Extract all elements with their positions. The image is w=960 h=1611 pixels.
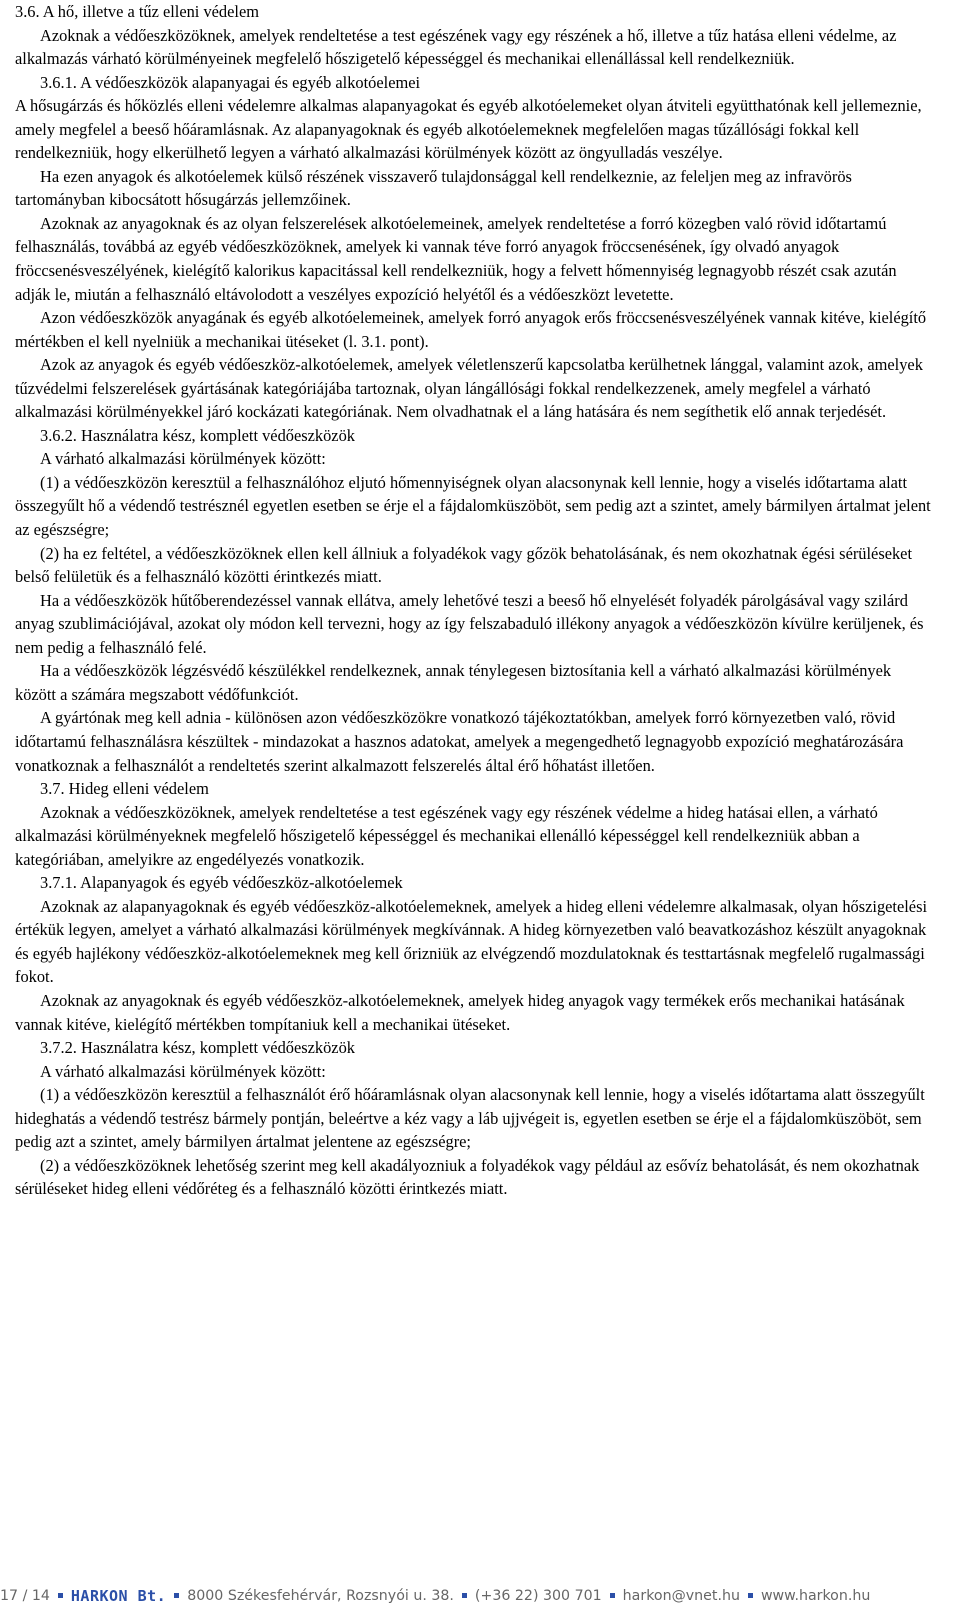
- list-item: (1) a védőeszközön keresztül a felhasználót érő hőáramlásnak olyan alacsonynak kell lennie, hogy a viselés időtartama alatt összegyűlt hideghatás a védendő testrész bármely pontján, beleértve a kéz vagy a láb ujjvégeit is, egyetlen esetben se érje el a fájdalomküszöböt, sem pedig azt a szintet, amely bármilyen ártalmat jelentene az egészségre;: [15, 1085, 925, 1152]
- square-bullet-icon: [748, 1593, 753, 1598]
- paragraph: A várható alkalmazási körülmények között:: [40, 1061, 326, 1081]
- company-address: 8000 Székesfehérvár, Rozsnyói u. 38.: [187, 1588, 454, 1604]
- company-phone: (+36 22) 300 701: [474, 1588, 602, 1604]
- page-number: 17 / 14: [0, 1588, 50, 1604]
- paragraph: Azon védőeszközök anyagának és egyéb alkotóelemeinek, amelyek forró anyagok erős fröccsenésveszélyének vannak kitéve, kielégítő mértékben el kell nyelniük a mechanikai ütéseket (l. 3.1. pont).: [15, 308, 927, 351]
- paragraph: A gyártónak meg kell adnia - különösen azon védőeszközökre vonatkozó tájékoztatókban, amelyek forró környezetben való, rövid időtartamú felhasználásra készültek - mindazokat a hasznos adatokat, amelyek a megengedhető legnagyobb expozíció meghatározására vonatkoznak a felhasználót a rendeltetés szerint alkalmazott felszerelés által érő hőhatást illetően.: [15, 708, 904, 775]
- list-item: (1) a védőeszközön keresztül a felhasználóhoz eljutó hőmennyiségnek olyan alacsonynak kell lennie, hogy a viselés időtartama alatt összegyűlt hő a védendő testrésznél egyetlen esetben se érje el a fájdalomküszöböt, sem pedig azt a szintet, amely bármilyen ártalmat jelent az egészségre;: [15, 472, 931, 540]
- square-bullet-icon: [174, 1593, 179, 1598]
- list-item: (2) a védőeszközöknek lehetőség szerint meg kell akadályozniuk a folyadékok vagy például az esővíz behatolását, és nem okozhatnak sérüléseket hideg elleni védőréteg és a felhasználó közötti érintkezés miatt.: [15, 1155, 920, 1199]
- square-bullet-icon: [610, 1593, 615, 1598]
- document-body: [15, 0, 935, 1201]
- paragraph: Azoknak az anyagoknak és az olyan felszerelések alkotóelemeinek, amelyek rendeltetése a forró közegben való rövid időtartamú felhasználás, továbbá az egyéb védőeszközöknek, amelyek ki vannak téve forró anyagok fröccsenésének, így olvadó anyagok fröccsenésveszélyének, kielégítő kalorikus kapacitással kell rendelkezniük, hogy a felvett hőmennyiség legnagyobb részét csak azután adják le, miután a felhasználó eltávolodott a veszélyes expozíció helyétől és a védőeszközt levetette.: [15, 213, 897, 304]
- subsection-heading: 3.7.2. Használatra kész, komplett védőeszközök: [40, 1038, 355, 1058]
- paragraph: Ha ezen anyagok és alkotóelemek külső részének visszaverő tulajdonsággal kell rendelkeznie, az feleljen meg az infravörös tartományban kibocsátott hősugárzás jellemzőinek.: [15, 166, 852, 210]
- paragraph: Azok az anyagok és egyéb védőeszköz-alkotóelemek, amelyek véletlenszerű kapcsolatba kerülhetnek lánggal, valamint azok, amelyek tűzvédelmi felszerelések gyártásának kategóriájába tartoznak, olyan lángállósági fokkal rendelkezzenek, amely megfelel a várható alkalmazási körülményekkel járó kockázati kategóriának. Nem olvadhatnak el a láng hatására és nem segíthetik elő annak terjedését.: [15, 355, 923, 422]
- page-footer: [0, 1585, 960, 1607]
- paragraph: Ha a védőeszközök légzésvédő készülékkel rendelkeznek, annak ténylegesen biztosítania kell a várható alkalmazási körülmények között a számára megszabott védőfunkciót.: [15, 661, 892, 704]
- paragraph: Azoknak az alapanyagoknak és egyéb védőeszköz-alkotóelemeknek, amelyek a hideg elleni védelemre alkalmasak, olyan hőszigetelési értékük legyen, amelyet a várható alkalmazási körülmények megkívánnak. A hideg környezetben való beavatkozáshoz készült anyagoknak és egyéb hajlékony védőeszköz-alkotóelemeknek meg kell őrizniük az elvégzendő mozdulatoknak és testtartásnak megfelelő rugalmassági fokot.: [15, 896, 927, 987]
- paragraph: A hősugárzás és hőközlés elleni védelemre alkalmas alapanyagokat és egyéb alkotóelemeket olyan átviteli együtthatónak kell jellemeznie, amely megfelel a beeső hőáramlásnak. Az alapanyagoknak és egyéb alkotóelemeknek megfelelően magas tűzállósági fokkal kell rendelkezniük, hogy elkerülhető legyen a várható alkalmazási körülmények között az öngyulladás veszélye.: [15, 96, 922, 163]
- paragraph: Azoknak a védőeszközöknek, amelyek rendeltetése a test egészének vagy egy részének védelme a hideg hatásai ellen, a várható alkalmazási körülményeknek megfelelő hőszigetelő képességgel és mechanikai ellenálló képességgel kell rendelkezniük abban a kategóriában, amelyikre az engedélyezés vonatkozik.: [15, 802, 878, 869]
- subsection-heading: 3.7.1. Alapanyagok és egyéb védőeszköz-alkotóelemek: [40, 873, 403, 893]
- section-heading: 3.7. Hideg elleni védelem: [40, 779, 209, 799]
- section-heading: 3.6. A hő, illetve a tűz elleni védelem: [15, 2, 259, 21]
- company-email-link[interactable]: harkon@vnet.hu: [622, 1588, 740, 1604]
- paragraph: A várható alkalmazási körülmények között:: [40, 449, 326, 469]
- list-item: (2) ha ez feltétel, a védőeszközöknek ellen kell állniuk a folyadékok vagy gőzök behatolásának, és nem okozhatnak égési sérüléseket belső felületük és a felhasználó közötti érintkezés miatt.: [15, 543, 913, 587]
- company-website-link[interactable]: www.harkon.hu: [760, 1588, 871, 1604]
- square-bullet-icon: [462, 1593, 467, 1598]
- square-bullet-icon: [58, 1593, 63, 1598]
- paragraph: Azoknak a védőeszközöknek, amelyek rendeltetése a test egészének vagy egy részének a hő, illetve a tűz hatása elleni védelme, az alkalmazás várható körülményeinek megfelelő hőszigetelő képességgel és mechanikai ellenállással kell rendelkezniük.: [15, 25, 897, 69]
- subsection-heading: 3.6.2. Használatra kész, komplett védőeszközök: [40, 425, 355, 445]
- paragraph: Ha a védőeszközök hűtőberendezéssel vannak ellátva, amely lehetővé teszi a beeső hő elnyelését folyadék párolgásával vagy szilárd anyag szublimációjával, azokat oly módon kell tervezni, hogy az így felszabaduló illékony anyagok a védőeszközön kívülre kerüljenek, és nem pedig a felhasználó felé.: [15, 590, 924, 657]
- company-logo: HARKON Bt.: [70, 1587, 167, 1605]
- paragraph: Azoknak az anyagoknak és egyéb védőeszköz-alkotóelemeknek, amelyek hideg anyagok vagy termékek erős mechanikai hatásának vannak kitéve, kielégítő mértékben tompítaniuk kell a mechanikai ütéseket.: [15, 990, 905, 1034]
- subsection-heading: 3.6.1. A védőeszközök alapanyagai és egyéb alkotóelemei: [40, 72, 421, 92]
